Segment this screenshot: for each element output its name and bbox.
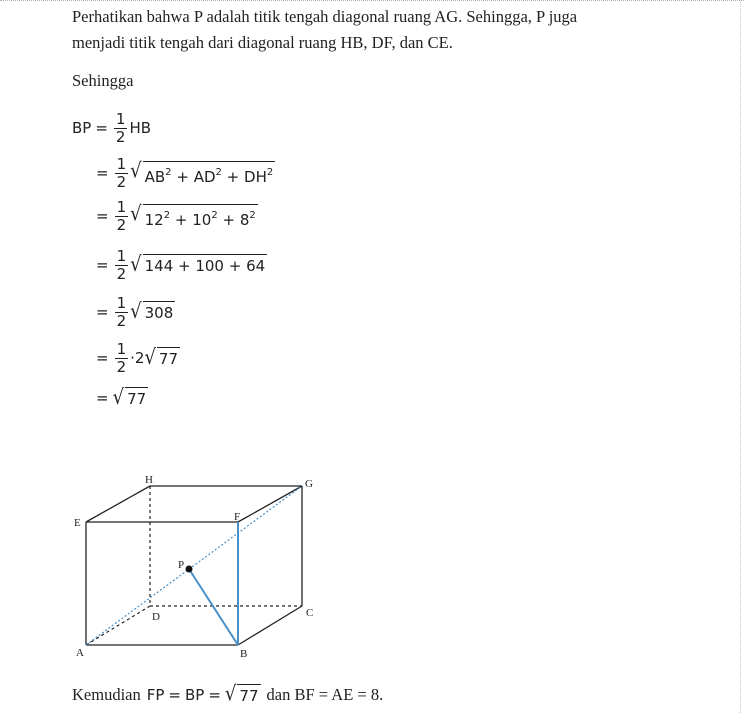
radicand: 77	[125, 387, 148, 409]
square-root	[130, 301, 175, 323]
label-f: F	[234, 511, 241, 523]
conclusion-line	[72, 684, 383, 706]
kemudian-text: Kemudian	[72, 685, 141, 704]
label-c: C	[306, 607, 314, 619]
fraction-numerator: 1	[116, 154, 127, 173]
conclusion-rest: dan BF = AE = 8.	[266, 685, 384, 704]
plus-sign: +	[174, 210, 188, 229]
label-d: D	[152, 611, 160, 623]
radical-sign: √	[224, 682, 237, 707]
label-a: A	[76, 647, 84, 659]
half-fraction	[115, 156, 129, 191]
cube-diagram	[70, 470, 330, 665]
derivation-row-2	[92, 153, 275, 193]
half-fraction	[115, 341, 129, 376]
plus-sign: +	[222, 210, 236, 229]
term-10: 10	[192, 210, 212, 229]
hb-term: HB	[129, 119, 152, 137]
fraction-numerator: 1	[116, 246, 127, 265]
radicand: 144 + 100 + 64	[143, 254, 268, 276]
exponent: 2	[163, 209, 171, 221]
square-root	[130, 158, 275, 186]
exponent: 2	[266, 166, 274, 178]
half-fraction	[115, 295, 129, 330]
square-root	[144, 347, 180, 369]
sehingga-label: Sehingga	[72, 71, 134, 90]
plus-sign: +	[226, 167, 240, 186]
equals-sign: =	[96, 207, 109, 225]
fraction-numerator: 1	[116, 339, 127, 358]
fraction-denominator: 2	[116, 172, 127, 191]
derivation-row-6	[92, 338, 180, 378]
square-root	[113, 387, 149, 409]
right-divider	[740, 0, 741, 713]
term-dh: DH	[244, 167, 267, 186]
equals-sign: =	[208, 686, 221, 704]
square-root	[130, 254, 267, 276]
point-p	[186, 566, 193, 573]
top-divider	[0, 0, 744, 1]
fraction-denominator: 2	[116, 215, 127, 234]
fraction-numerator: 1	[116, 197, 127, 216]
exponent: 2	[211, 209, 218, 221]
radical-sign: √	[130, 252, 142, 277]
label-g: G	[305, 478, 313, 490]
intro-paragraph	[72, 4, 712, 56]
coefficient: ·2	[130, 349, 145, 367]
lhs-bp: BP	[72, 119, 92, 137]
radical-sign: √	[130, 201, 142, 226]
half-fraction	[114, 111, 128, 146]
term-ad: AD	[193, 167, 216, 186]
exponent: 2	[165, 166, 172, 178]
label-b: B	[240, 648, 248, 660]
conclusion-math	[147, 684, 261, 706]
fraction-numerator: 1	[116, 293, 127, 312]
diagonal-ag	[86, 486, 302, 645]
derivation-row-4	[92, 245, 267, 285]
radical-sign: √	[130, 299, 142, 324]
radical-sign: √	[112, 385, 125, 410]
intro-line-2: menjadi titik tengah dari diagonal ruang HB, DF, dan CE.	[72, 33, 453, 52]
term-12: 12	[144, 210, 164, 229]
radicand: 308	[143, 301, 176, 323]
square-root	[225, 684, 261, 706]
plus-sign: +	[176, 167, 189, 186]
label-e: E	[74, 517, 81, 529]
edge-eh	[86, 486, 150, 522]
square-root	[130, 201, 258, 229]
derivation-row-5	[92, 292, 175, 332]
radicand: 77	[157, 347, 180, 369]
equals-sign: =	[96, 164, 109, 182]
fraction-denominator: 2	[116, 264, 127, 283]
equals-sign: =	[168, 686, 181, 704]
segment-bp	[189, 569, 238, 645]
radicand: 77	[237, 684, 260, 706]
term-8: 8	[239, 210, 250, 229]
edge-ad	[86, 606, 150, 645]
derivation-row-7	[92, 378, 148, 418]
half-fraction	[115, 199, 129, 234]
exponent: 2	[249, 209, 256, 221]
equals-sign: =	[96, 349, 109, 367]
derivation-row-1	[72, 108, 151, 148]
fraction-denominator: 2	[116, 357, 127, 376]
fraction-denominator: 2	[115, 127, 126, 146]
fraction-numerator: 1	[115, 109, 126, 128]
radical-sign: √	[144, 345, 156, 370]
radical-sign: √	[130, 158, 142, 183]
half-fraction	[115, 248, 129, 283]
label-h: H	[145, 474, 153, 486]
equals-sign: =	[96, 303, 109, 321]
term-fp: FP	[146, 686, 165, 704]
edge-fg	[238, 486, 302, 522]
label-p: P	[178, 559, 185, 571]
radicand	[143, 204, 258, 229]
term-ab: AB	[144, 167, 166, 186]
equals-sign: =	[96, 256, 109, 274]
derivation-row-3	[92, 196, 258, 236]
term-bp: BP	[185, 686, 205, 704]
intro-line-1: Perhatikan bahwa P adalah titik tengah diagonal ruang AG. Sehingga, P juga	[72, 7, 578, 26]
radicand	[143, 161, 276, 186]
equals-sign: =	[95, 119, 108, 137]
exponent: 2	[215, 166, 222, 178]
edge-bc	[238, 606, 302, 645]
fraction-denominator: 2	[116, 311, 127, 330]
equals-sign: =	[96, 389, 109, 407]
